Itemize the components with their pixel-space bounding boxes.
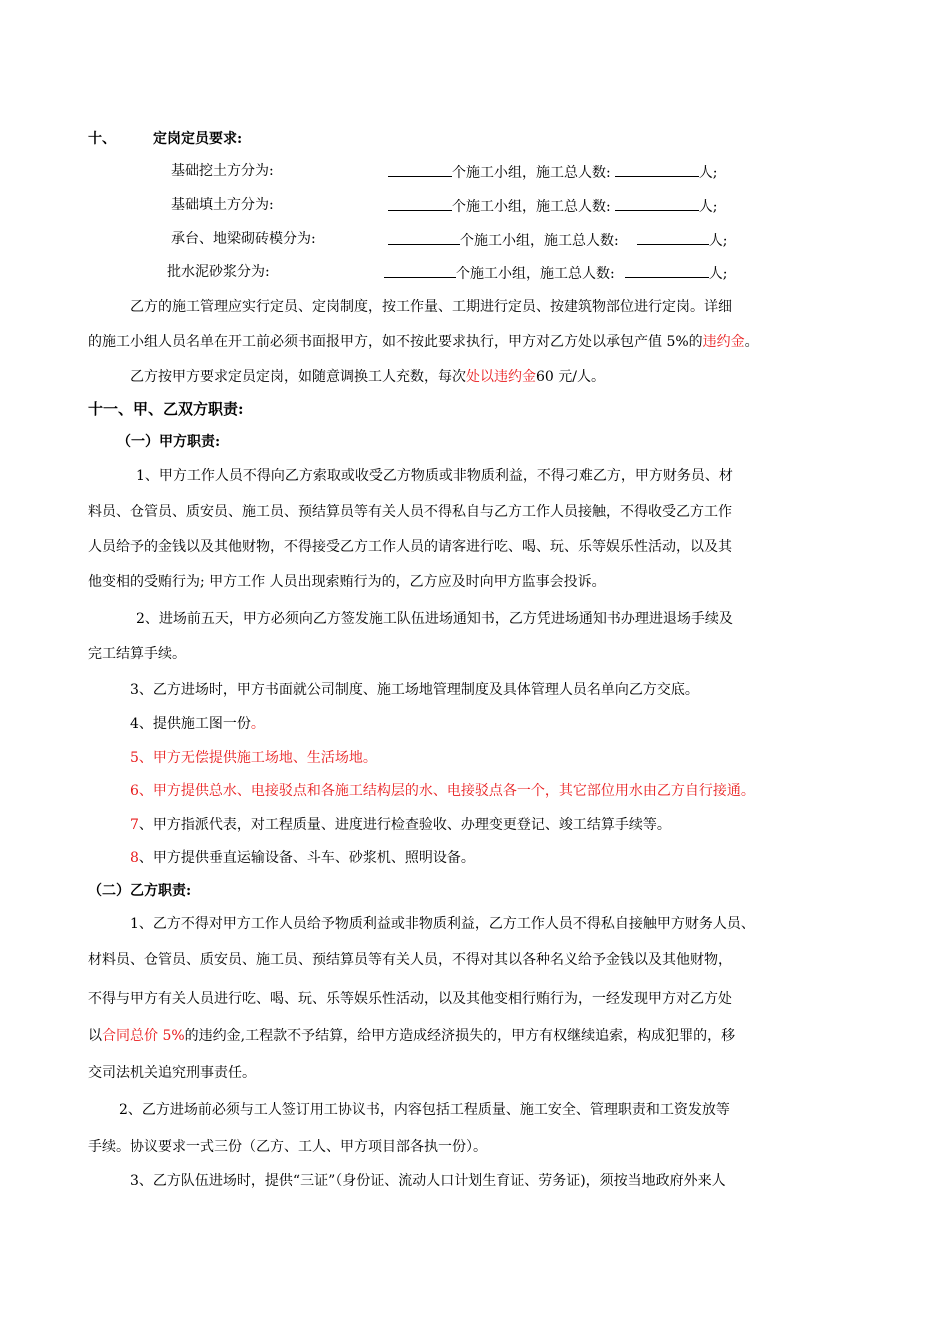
- staffing-item-row: 个施工小组，施工总人数: 人;: [384, 263, 727, 283]
- paragraph-line: 的施工小组人员名单在开工前必须书面报甲方，如不按此要求执行，甲方对乙方处以承包产值 5%的违约金。: [88, 334, 759, 350]
- paragraph-line: 1、乙方不得对甲方工作人员给予物质利益或非物质利益，乙方工作人员不得私自接触甲方财务人员、: [130, 916, 755, 932]
- paragraph-line: 5、甲方无偿提供施工场地、生活场地。: [130, 750, 377, 766]
- staffing-item-label: 承台、地梁砌砖模分为:: [171, 231, 316, 247]
- paragraph-line: 人员给予的金钱以及其他财物，不得接受乙方工作人员的请客进行吃、喝、玩、乐等娱乐性活动，以及其: [88, 539, 732, 555]
- staffing-item-row: 个施工小组，施工总人数: 人;: [388, 162, 717, 182]
- paragraph-line: 3、乙方进场时，甲方书面就公司制度、施工场地管理制度及具体管理人员名单向乙方交底。: [130, 682, 699, 698]
- paragraph-line: 乙方按甲方要求定员定岗，如随意调换工人充数，每次处以违约金60 元/人。: [130, 369, 605, 385]
- paragraph-line: 交司法机关追究刑事责任。: [88, 1065, 256, 1081]
- penalty-text: 处以违约金: [466, 369, 536, 385]
- paragraph-line: 1、甲方工作人员不得向乙方索取或收受乙方物质或非物质利益，不得刁难乙方，甲方财务员、材: [136, 468, 733, 484]
- paragraph-line: 完工结算手续。: [88, 646, 186, 662]
- staffing-item-row: 个施工小组，施工总人数: 人;: [388, 196, 717, 216]
- paragraph-line: 2、进场前五天，甲方必须向乙方签发施工队伍进场通知书，乙方凭进场通知书办理进退场手续及: [136, 611, 733, 627]
- section-10-title: 定岗定员要求:: [153, 131, 243, 147]
- staffing-item-row: 个施工小组，施工总人数: 人;: [388, 230, 727, 250]
- paragraph-line: 他变相的受贿行为; 甲方工作 人员出现索贿行为的，乙方应及时向甲方监事会投诉。: [88, 574, 606, 590]
- paragraph-line: 材料员、仓管员、质安员、施工员、预结算员等有关人员，不得对其以各种名义给予金钱以及其他财物，: [88, 952, 732, 968]
- staffing-item-label: 基础填土方分为:: [171, 197, 274, 213]
- paragraph-line: 不得与甲方有关人员进行吃、喝、玩、乐等娱乐性活动，以及其他变相行贿行为，一经发现甲方对乙方处: [88, 991, 732, 1007]
- paragraph-line: 乙方的施工管理应实行定员、定岗制度，按工作量、工期进行定员、按建筑物部位进行定岗。详细: [130, 299, 732, 315]
- paragraph-line: 以合同总价 5%的违约金,工程款不予结算，给甲方造成经济损失的，甲方有权继续追索，构成犯罪的，移: [88, 1028, 736, 1044]
- section-10-number: 十、: [88, 131, 116, 147]
- penalty-text: 违约金: [702, 334, 745, 350]
- paragraph-line: 手续。协议要求一式三份（乙方、工人、甲方项目部各执一份）。: [88, 1139, 487, 1155]
- paragraph-line: 2、乙方进场前必须与工人签订用工协议书，内容包括工程质量、施工安全、管理职责和工资发放等: [119, 1102, 730, 1118]
- staffing-item-label: 批水泥砂浆分为:: [167, 264, 270, 280]
- paragraph-line: 4、提供施工图一份。: [130, 716, 265, 732]
- paragraph-line: 3、乙方队伍进场时，提供“三证”（身份证、流动人口计划生育证、劳务证)，须按当地政府外来人: [130, 1173, 726, 1189]
- paragraph-line: 8、甲方提供垂直运输设备、斗车、砂浆机、照明设备。: [130, 850, 475, 866]
- paragraph-line: 料员、仓管员、质安员、施工员、预结算员等有关人员不得私自与乙方工作人员接触，不得收受乙方工作: [88, 504, 732, 520]
- paragraph-line: 6、甲方提供总水、电接驳点和各施工结构层的水、电接驳点各一个，其它部位用水由乙方自行接通。: [130, 783, 755, 799]
- section-11-title: 十一、甲、乙双方职责:: [88, 400, 244, 418]
- party-a-heading: （一）甲方职责:: [117, 434, 221, 450]
- party-b-heading: （二）乙方职责:: [88, 883, 192, 899]
- penalty-text: 合同总价 5%: [102, 1028, 185, 1044]
- paragraph-line: 7、甲方指派代表，对工程质量、进度进行检查验收、办理变更登记、竣工结算手续等。: [130, 817, 671, 833]
- staffing-item-label: 基础挖土方分为:: [171, 163, 274, 179]
